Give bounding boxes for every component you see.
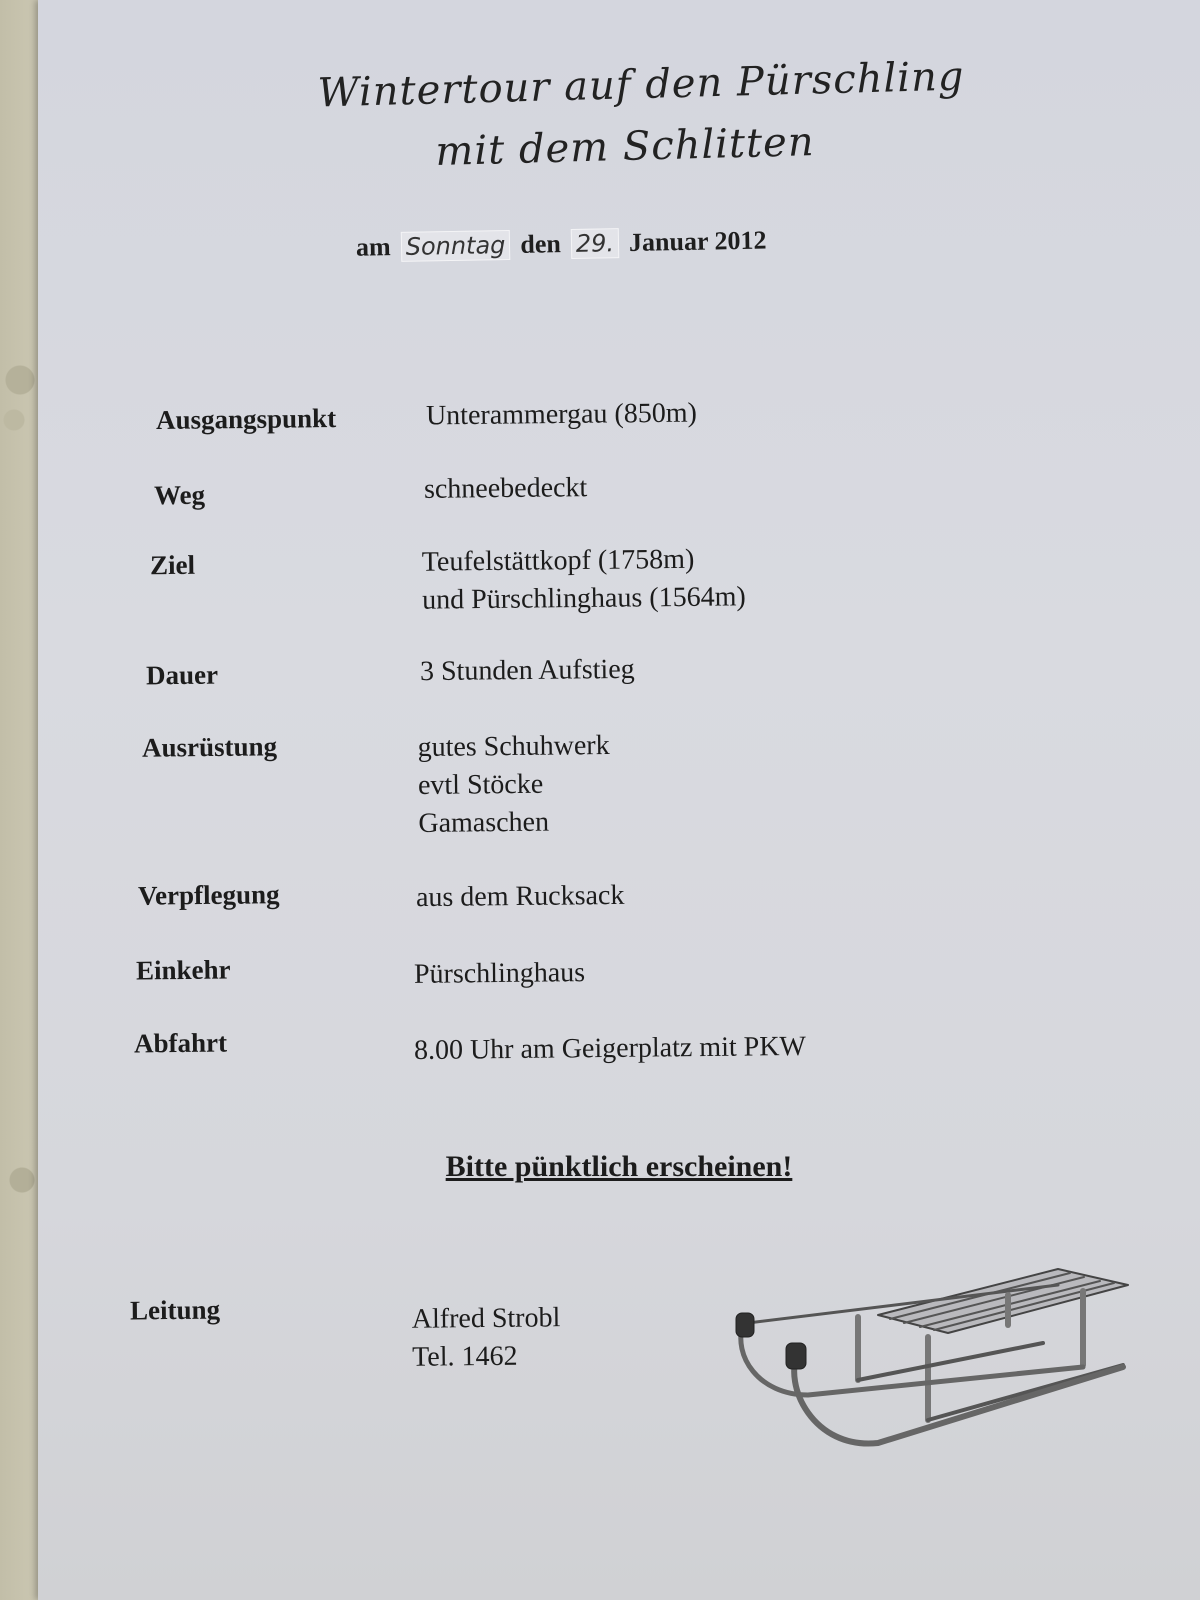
value-abfahrt (414, 1028, 806, 1070)
punctuality-notice: Bitte pünktlich erscheinen! (445, 1150, 793, 1183)
label-ausruestung: Ausrüstung (141, 731, 278, 763)
value-ausgangspunkt (426, 395, 697, 436)
title-line-1: Wintertour auf den Pürschling (317, 53, 965, 117)
date-prefix: am (355, 232, 391, 262)
value-line: Teufelstättkopf (1758m) (421, 543, 695, 578)
label-ausgangspunkt: Ausgangspunkt (155, 403, 337, 435)
leader-phone: Tel. 1462 (412, 1340, 518, 1373)
label-ziel: Ziel (149, 549, 196, 581)
handwritten-day: 29. (571, 228, 620, 259)
label-weg: Weg (153, 479, 206, 511)
value-weg (424, 469, 588, 509)
value-line: gutes Schuhwerk (417, 729, 610, 764)
label-abfahrt: Abfahrt (133, 1027, 228, 1059)
label-einkehr: Einkehr (135, 954, 231, 986)
handwritten-weekday: Sonntag (400, 230, 510, 262)
date-line (356, 223, 896, 262)
value-verpflegung (416, 877, 625, 917)
value-ausruestung (417, 727, 610, 843)
label-verpflegung: Verpflegung (137, 879, 280, 911)
value-line: und Pürschlinghaus (1564m) (422, 581, 746, 616)
leader-name: Alfred Strobl (411, 1302, 561, 1335)
value-einkehr (414, 954, 585, 994)
value-dauer (420, 651, 635, 691)
value-line: Pürschlinghaus (413, 957, 586, 990)
value-line: aus dem Rucksack (415, 879, 625, 914)
sled-icon (728, 1255, 1148, 1475)
date-middle: den (520, 229, 562, 259)
title-line-2: mit dem Schlitten (434, 119, 816, 175)
value-leitung (412, 1299, 561, 1377)
label-leitung: Leitung (129, 1294, 221, 1326)
value-line: 8.00 Uhr am Geigerplatz mit PKW (413, 1030, 807, 1067)
value-line: evtl Stöcke (417, 768, 544, 802)
flyer-sheet (38, 0, 1200, 1600)
value-line: Unterammergau (850m) (425, 397, 697, 432)
value-ziel (422, 540, 746, 619)
value-line: 3 Stunden Aufstieg (419, 653, 635, 688)
date-month-year: Januar 2012 (628, 225, 767, 257)
value-line: schneebedeckt (423, 472, 588, 505)
value-line: Gamaschen (418, 806, 550, 840)
label-dauer: Dauer (145, 659, 219, 691)
